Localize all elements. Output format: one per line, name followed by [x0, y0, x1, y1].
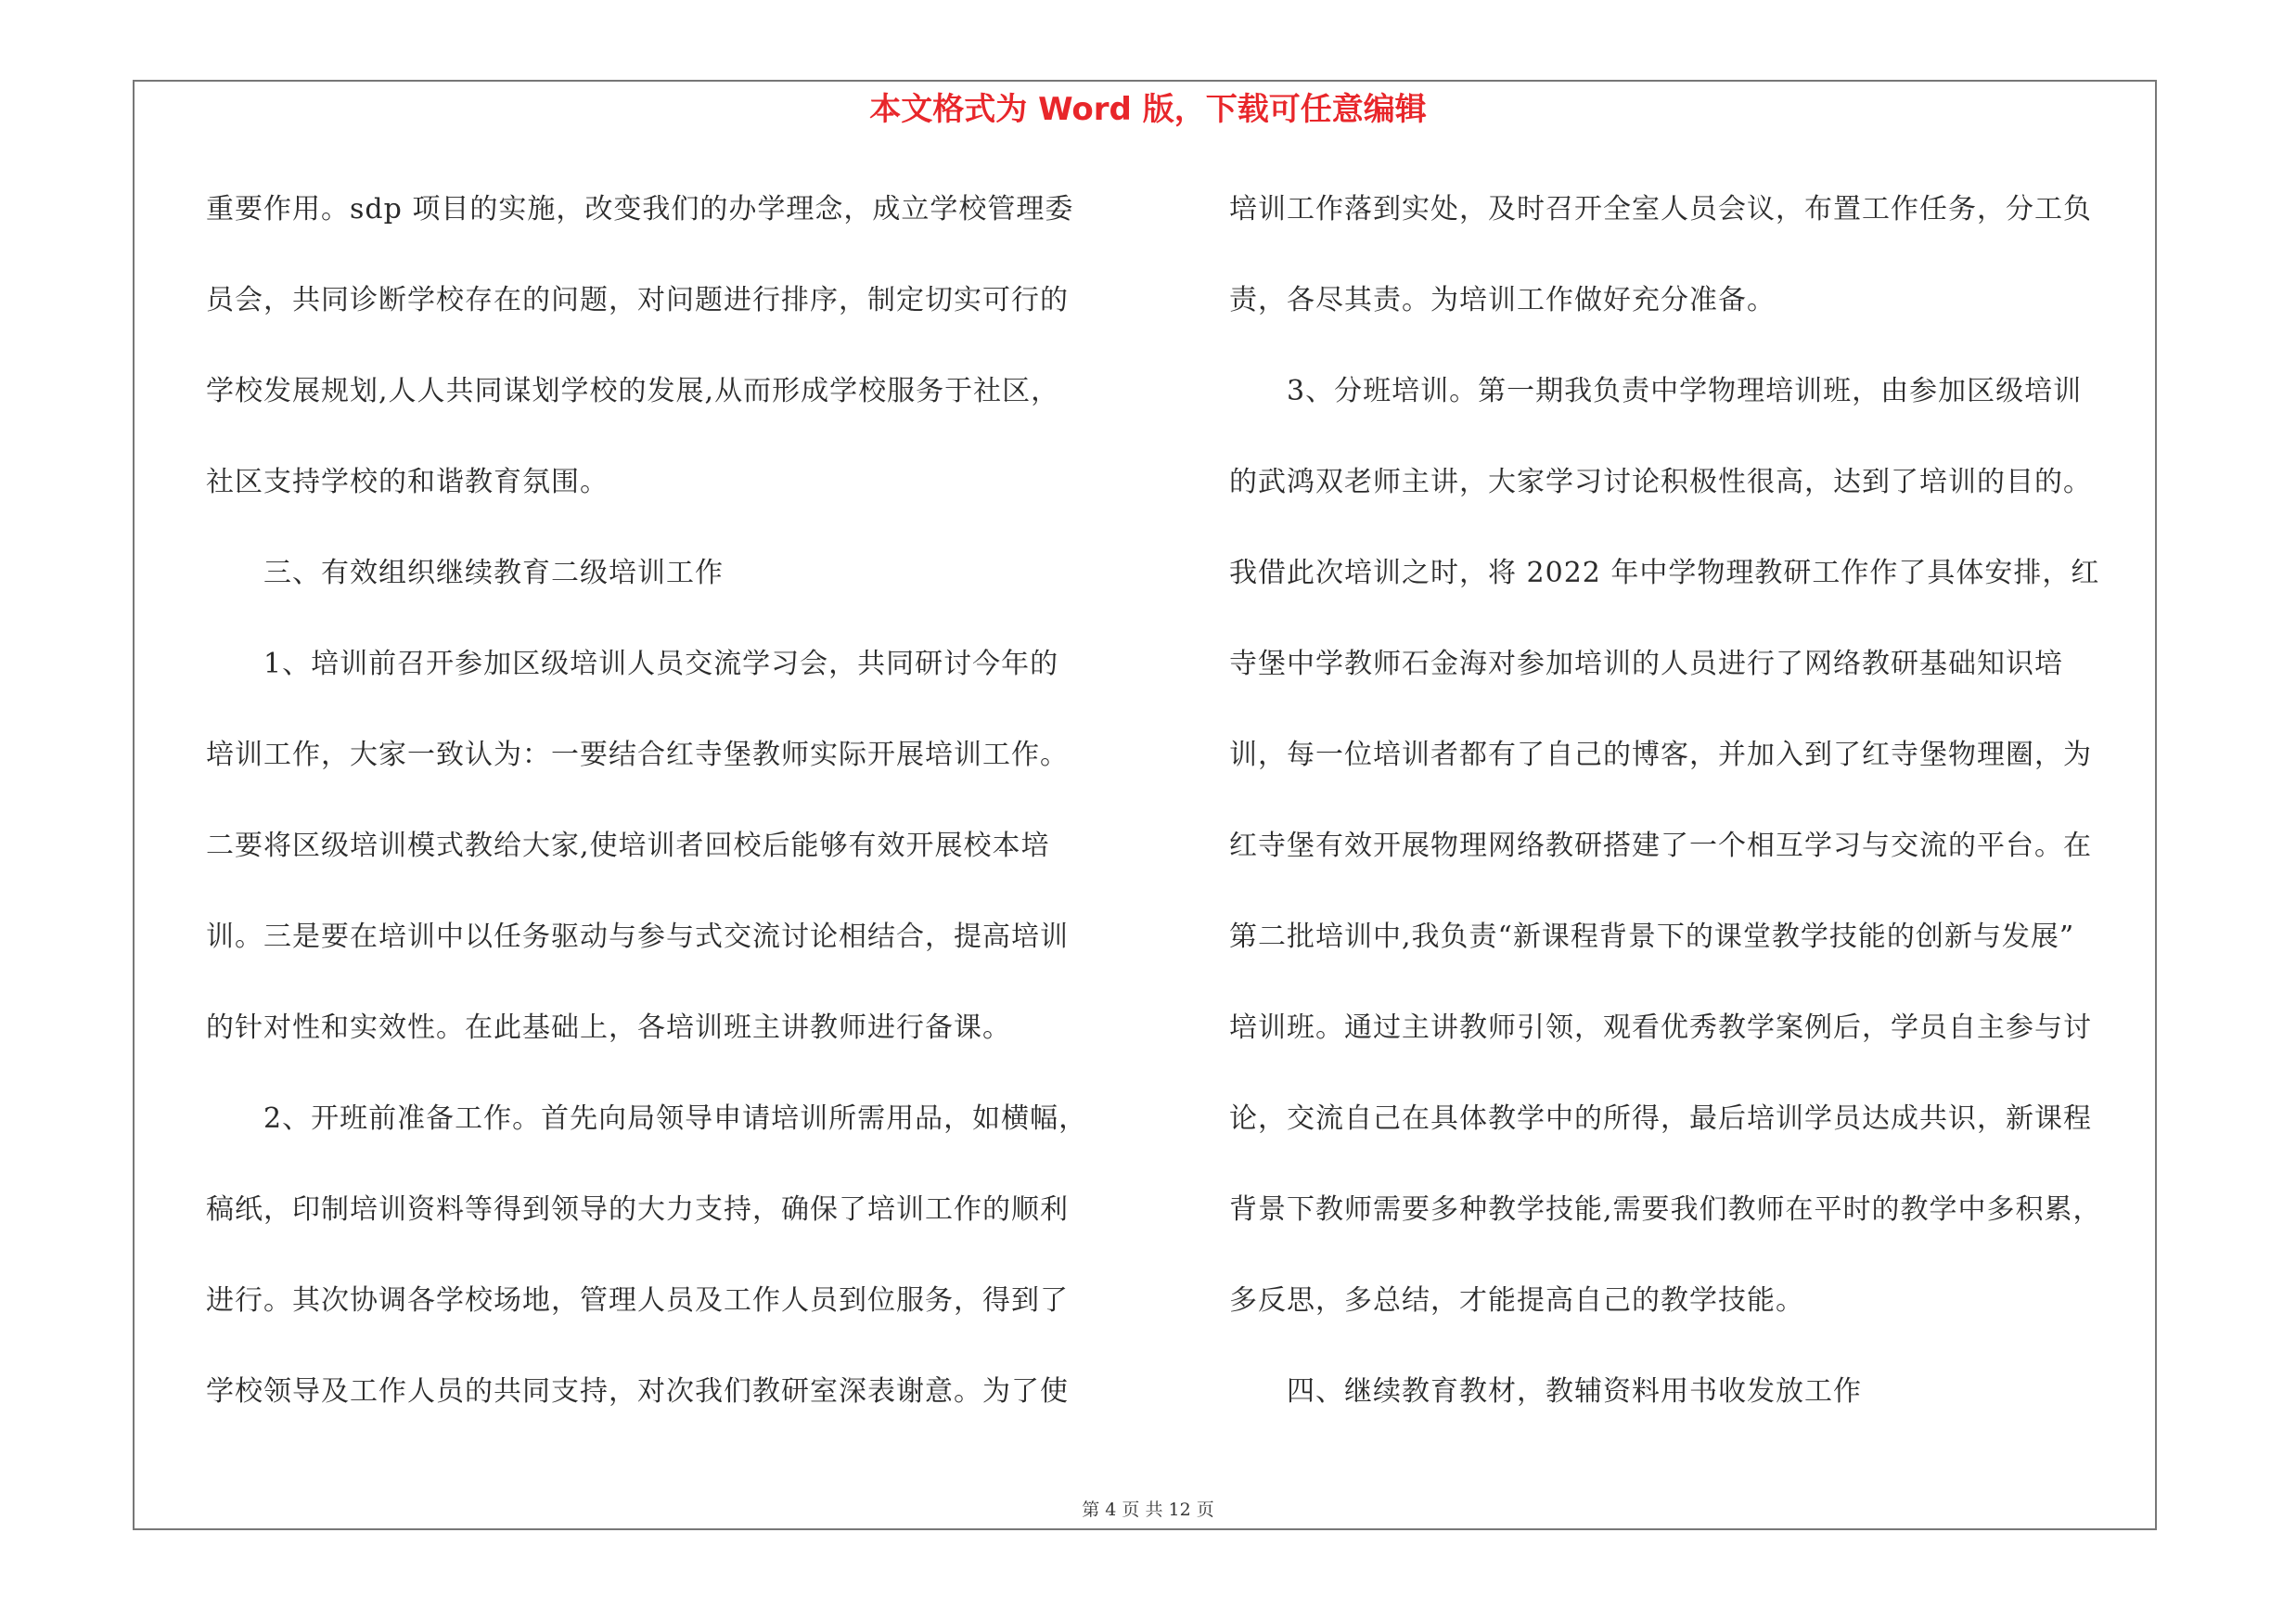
- text-line: 红寺堡有效开展物理网络教研搭建了一个相互学习与交流的平台。在: [1229, 830, 2092, 862]
- text-line: 学校发展规划,人人共同谋划学校的发展,从而形成学校服务于社区，: [206, 375, 1060, 407]
- text-line: 我借此次培训之时，将 2022 年中学物理教研工作作了具体安排，红: [1229, 557, 2100, 589]
- text-line: 论，交流自己在具体教学中的所得，最后培训学员达成共识，新课程: [1229, 1102, 2092, 1135]
- text-line: 培训工作落到实处，及时召开全室人员会议，布置工作任务，分工负: [1229, 193, 2092, 225]
- format-banner: 本文格式为 Word 版，下载可任意编辑: [869, 91, 1427, 128]
- text-line: 背景下教师需要多种教学技能,需要我们教师在平时的教学中多积累，: [1229, 1193, 2102, 1226]
- text-line: 员会，共同诊断学校存在的问题，对问题进行排序，制定切实可行的: [206, 284, 1069, 316]
- text-line: 四、继续教育教材，教辅资料用书收发放工作: [1287, 1375, 1862, 1408]
- left-text-column: [206, 182, 1143, 1455]
- text-line: 学校领导及工作人员的共同支持，对次我们教研室深表谢意。为了使: [206, 1375, 1069, 1408]
- text-line: 3、分班培训。第一期我负责中学物理培训班，由参加区级培训: [1287, 375, 2083, 407]
- text-line: 重要作用。sdp 项目的实施，改变我们的办学理念，成立学校管理委: [206, 193, 1074, 225]
- text-line: 三、有效组织继续教育二级培训工作: [263, 557, 724, 589]
- text-line: 多反思，多总结，才能提高自己的教学技能。: [1229, 1284, 1804, 1317]
- text-line: 社区支持学校的和谐教育氛围。: [206, 466, 609, 498]
- text-line: 第二批培训中,我负责“新课程背景下的课堂教学技能的创新与发展”: [1229, 921, 2075, 953]
- text-line: 二要将区级培训模式教给大家,使培训者回校后能够有效开展校本培: [206, 830, 1050, 862]
- text-line: 的武鸿双老师主讲，大家学习讨论积极性很高，达到了培训的目的。: [1229, 466, 2092, 498]
- text-line: 责，各尽其责。为培训工作做好充分准备。: [1229, 284, 1776, 316]
- page-number-footer: 第 4 页 共 12 页: [1082, 1500, 1214, 1520]
- text-line: 寺堡中学教师石金海对参加培训的人员进行了网络教研基础知识培: [1229, 648, 2063, 680]
- text-line: 训。三是要在培训中以任务驱动与参与式交流讨论相结合，提高培训: [206, 921, 1069, 953]
- text-line: 1、培训前召开参加区级培训人员交流学习会，共同研讨今年的: [263, 648, 1059, 680]
- text-line: 训，每一位培训者都有了自己的博客，并加入到了红寺堡物理圈，为: [1229, 739, 2092, 771]
- text-line: 进行。其次协调各学校场地，管理人员及工作人员到位服务，得到了: [206, 1284, 1069, 1317]
- text-line: 的针对性和实效性。在此基础上，各培训班主讲教师进行备课。: [206, 1011, 1011, 1044]
- text-line: 2、开班前准备工作。首先向局领导申请培训所需用品，如横幅，: [263, 1102, 1088, 1135]
- text-line: 培训班。通过主讲教师引领，观看优秀教学案例后，学员自主参与讨: [1229, 1011, 2092, 1044]
- text-line: 稿纸，印制培训资料等得到领导的大力支持，确保了培训工作的顺利: [206, 1193, 1069, 1226]
- right-text-column: [1229, 182, 2157, 1455]
- text-line: 培训工作，大家一致认为：一要结合红寺堡教师实际开展培训工作。: [206, 739, 1069, 771]
